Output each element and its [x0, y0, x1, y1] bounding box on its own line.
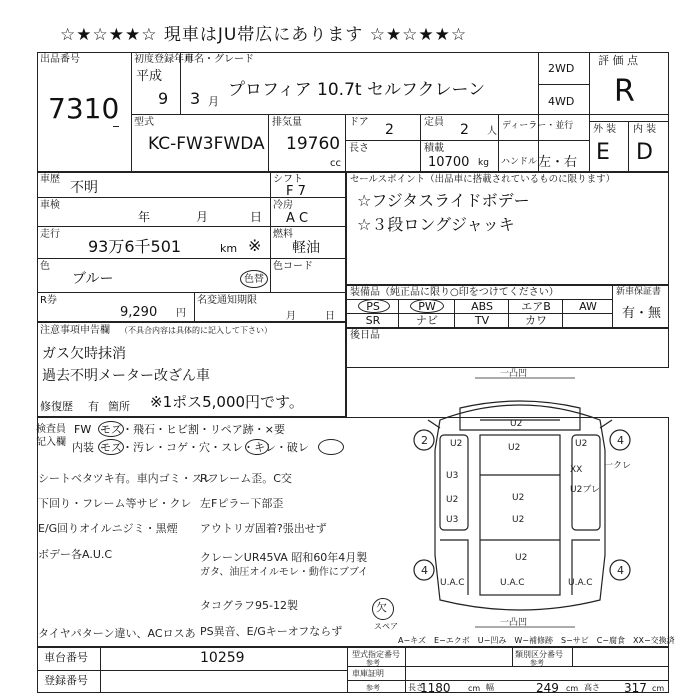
diagram-mark: XX — [570, 465, 583, 475]
repair-unit: 箇所 — [108, 400, 130, 413]
model-value: KC-FW3FWDA — [148, 134, 265, 154]
diagram-mark: U.A.C — [500, 578, 525, 588]
shaken-label: 車検 — [40, 200, 60, 211]
repair-note: ※1ポス5,000円です。 — [150, 393, 304, 411]
fuel-label: 燃料 — [273, 229, 293, 240]
width-unit: cm — [566, 684, 579, 693]
in-items: モズ・汚レ・コゲ・穴・スレ・キレ・破レ — [100, 441, 309, 454]
repair-value: 有 — [88, 400, 99, 413]
tyre-mark: 2 — [421, 434, 428, 447]
insp-right-1: Rフレーム歪。C交 — [200, 472, 292, 485]
inspector-label-1: 検査員 — [36, 424, 66, 435]
sales-line-2: ☆３段ロングジャッキ — [357, 215, 515, 234]
grade-label: 評 価 点 — [598, 54, 638, 67]
doors-value: 2 — [385, 122, 394, 138]
inspector-label-2: 記入欄 — [36, 437, 66, 448]
diagram-mark: U2 — [446, 495, 459, 505]
mileage-note: ※ — [248, 236, 262, 255]
int-label: 内 装 — [633, 124, 657, 135]
recycle-unit: 円 — [176, 308, 186, 319]
tax-day: 日 — [325, 311, 335, 322]
tyre-mark: 4 — [617, 434, 624, 447]
lot-underline — [113, 126, 119, 127]
history-label: 車歴 — [40, 174, 60, 185]
tyre-note: タイヤパターン違い、ACロスあ — [38, 627, 196, 640]
mileage-label: 走行 — [40, 229, 60, 240]
capacity-label: 積載 — [424, 143, 444, 154]
diagram-mark: U2 — [450, 439, 463, 449]
color-code-label: 色コード — [273, 261, 313, 272]
length-unit: cm — [468, 684, 481, 693]
first-reg-label: 初度登録年月 — [134, 54, 194, 65]
diagram-mark: U.A.C — [440, 578, 465, 588]
era: 平成 — [136, 69, 163, 84]
type-ref: 参考 — [366, 659, 380, 667]
insp-right-2: 左Fピラー下部歪 — [200, 497, 284, 510]
diagram-mark: U2 — [512, 515, 525, 525]
length-value: 1180 — [420, 681, 451, 695]
mileage-value: 93万6千501 — [88, 237, 182, 256]
diagram-mark: U2ブレ — [570, 485, 600, 495]
name-label: 車名・グレード — [184, 54, 254, 65]
equip-leather: カワ — [525, 314, 547, 327]
banner: ☆★☆★★☆ 現車はJU帯広にあります ☆★☆★★☆ — [60, 25, 468, 45]
shift-label: シフト — [273, 174, 303, 185]
side-top: 一凸凹 — [500, 369, 528, 379]
tyre-mark: 4 — [421, 564, 428, 577]
seats-value: 2 — [460, 122, 469, 138]
chassis-label: 車台番号 — [44, 651, 88, 664]
equipment-label: 装備品（純正品に限り○印をつけてください） — [350, 287, 559, 298]
grade-value: R — [614, 74, 635, 109]
tax-label: 名変通知期限 — [197, 295, 257, 306]
height-label: 高さ — [584, 683, 600, 692]
new-warranty-value: 有・無 — [622, 306, 662, 321]
equip-pw: PW — [418, 300, 436, 313]
size-ref: 参考 — [366, 684, 380, 692]
handle-label: ハンドル — [501, 157, 538, 167]
later-block — [346, 328, 669, 368]
insp-right-4: クレーンUR45VA 昭和60年4月製 — [200, 551, 368, 564]
reg-label: 登録番号 — [44, 674, 88, 687]
disp-value: 19760 — [286, 134, 341, 154]
notes-label: 注意事項申告欄 — [40, 325, 110, 336]
disp-label: 排気量 — [272, 117, 302, 128]
year: 9 — [158, 89, 169, 108]
diagram-mark: U2 — [515, 553, 528, 563]
int-grade: D — [636, 140, 653, 165]
equip-tv: TV — [474, 314, 490, 327]
capacity-value: 10700 — [428, 155, 470, 170]
size-label: 車庫証明 — [352, 669, 384, 678]
chassis-value: 10259 — [200, 650, 245, 666]
seats-label: 定員 — [424, 117, 444, 128]
equip-aw: AW — [579, 300, 597, 313]
height-value: 317 — [624, 681, 647, 695]
length-label-bottom: 長さ — [408, 683, 424, 692]
type-label: 型式指定番号 — [352, 650, 400, 659]
capacity-unit: kg — [478, 158, 489, 168]
later-label: 後日品 — [350, 330, 380, 341]
sales-label: セールスポイント（出品車に搭載されているものに限ります） — [350, 174, 616, 185]
insp-right-7: PS異音、E/Gキーオフならず — [200, 625, 343, 638]
color-change: 色替 — [244, 274, 264, 285]
diagram-legend: A−キズ E−エクボ U−凹み W−補修跡 S−サビ C−腐食 XX−交換済 — [398, 636, 675, 645]
equip-ps: PS — [366, 300, 380, 313]
notes-sub: （不具合内容は具体的に記入して下さい） — [120, 326, 272, 335]
diagram-mark: U.A.C — [568, 578, 593, 588]
repair-label: 修復歴 — [40, 400, 73, 413]
insp-line-2: 下回り・フレーム等サビ・クレ — [38, 497, 192, 510]
in-label: 内装 — [72, 441, 94, 454]
shift-value: F 7 — [286, 184, 306, 199]
diagram-mark: U3 — [446, 515, 459, 525]
width-label: 幅 — [486, 683, 494, 692]
truck-diagram — [400, 369, 640, 630]
equip-airbag: エアB — [521, 300, 551, 313]
notes-line-2: 過去不明メーター改ざん車 — [42, 368, 210, 384]
shaken-day: 日 — [250, 210, 263, 224]
lot-label: 出品番号 — [40, 54, 80, 65]
shaken-month: 月 — [196, 210, 209, 224]
month: 3 — [190, 89, 201, 108]
notes-line-1: ガス欠時抹消 — [42, 346, 126, 362]
equip-sr: SR — [365, 314, 381, 327]
tax-month: 月 — [286, 311, 296, 322]
ext-label: 外 装 — [593, 124, 617, 135]
fw-items: モズ・飛石・ヒビ割・リペア跡・×要 — [100, 423, 285, 436]
mileage-unit: km — [220, 242, 238, 255]
insp-right-6: タコグラフ95-12製 — [200, 599, 298, 612]
ext-grade: E — [596, 140, 610, 165]
tyre-mark: 4 — [617, 564, 624, 577]
seats-unit: 人 — [487, 126, 497, 137]
color-label: 色 — [40, 261, 50, 272]
height-unit: cm — [652, 684, 665, 693]
dealer-label: ディーラー・並行 — [502, 121, 574, 131]
model-label: 型式 — [134, 117, 154, 128]
car-name: プロフィア 10.7t セルフクレーン — [228, 80, 486, 100]
shaken-year: 年 — [138, 210, 151, 224]
spare-label: スペア — [374, 622, 398, 631]
side-bottom: 一凸凹 — [500, 618, 528, 628]
diagram-mark: U2 — [510, 419, 523, 429]
fw-label: FW — [74, 423, 92, 436]
insp-line-1: シートベタツキ有。車内ゴミ・スレ — [38, 472, 214, 485]
length-label: 長さ — [349, 143, 369, 154]
history-value: 不明 — [70, 180, 98, 196]
diagram-mark: U2 — [512, 493, 525, 503]
lot-number: 7310 — [48, 92, 120, 125]
color-value: ブルー — [72, 271, 114, 287]
drive-4wd: 4WD — [548, 95, 575, 108]
class-ref: 参考 — [530, 659, 544, 667]
new-warranty-label: 新車保証書 — [616, 287, 662, 297]
equip-abs: ABS — [471, 300, 493, 313]
recycle-value: 9,290 — [120, 305, 158, 320]
diagram-note: 一クレ — [604, 461, 632, 471]
width-value: 249 — [536, 681, 559, 695]
handle-value: 左・右 — [538, 155, 578, 170]
recycle-label: R券 — [40, 295, 57, 306]
drive-2wd: 2WD — [548, 62, 575, 75]
month-unit: 月 — [208, 95, 219, 108]
disp-unit: cc — [330, 158, 341, 169]
doors-label: ドア — [349, 117, 369, 128]
sales-line-1: ☆フジタスライドボデー — [357, 191, 530, 210]
aircon-label: 冷房 — [273, 200, 293, 211]
diagram-mark: U3 — [446, 471, 459, 481]
insp-right-5: ガタ、油圧オイルモレ・動作にブブイ — [200, 567, 368, 578]
insp-line-3: E/G回りオイルニジミ・黒煙 — [38, 522, 178, 535]
class-label: 類別区分番号 — [515, 650, 563, 659]
insp-right-3: アウトリガ固着?張出せず — [200, 522, 327, 535]
spare-mark: 欠 — [376, 601, 387, 614]
diagram-mark: U2 — [575, 439, 588, 449]
fuel-value: 軽油 — [292, 240, 320, 256]
diagram-mark: U2 — [508, 443, 521, 453]
aircon-value: A C — [286, 211, 309, 226]
equip-navi: ナビ — [416, 314, 438, 327]
insp-line-4: ボデー各A.U.C — [38, 548, 113, 561]
